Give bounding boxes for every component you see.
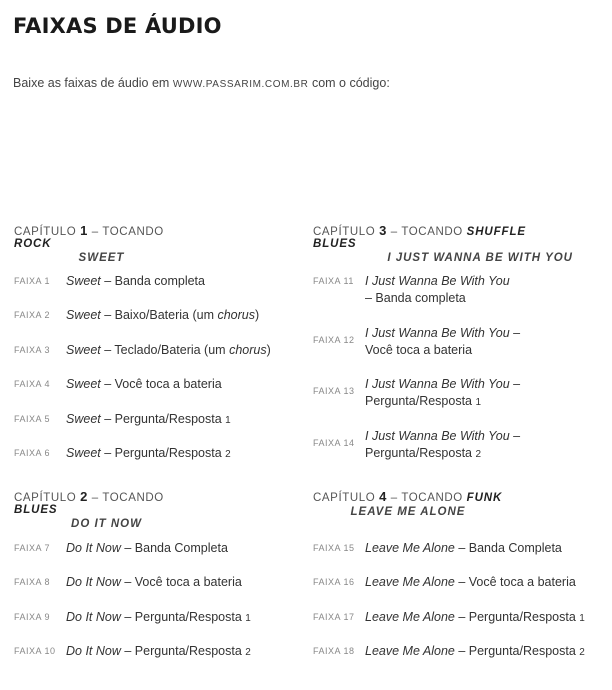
track-song: Do It Now bbox=[66, 541, 121, 555]
chapter-label: CAPÍTULO bbox=[313, 226, 376, 238]
track-desc: – Banda Completa bbox=[454, 541, 562, 555]
chapter-playing: TOCANDO bbox=[401, 226, 463, 238]
chapter-song: I JUST WANNA BE WITH YOU bbox=[387, 252, 573, 264]
track-song: Sweet bbox=[66, 343, 101, 357]
track-desc: – bbox=[509, 377, 521, 391]
track-desc: – Você toca a bateria bbox=[120, 575, 242, 589]
track-label: FAIXA 2 bbox=[14, 310, 51, 320]
track-number-suffix: 2 bbox=[475, 449, 482, 460]
track-desc: – Pergunta/Resposta bbox=[454, 644, 580, 658]
intro-text bbox=[13, 76, 390, 90]
track-desc: – Pergunta/Resposta bbox=[120, 644, 246, 658]
chapter-number: 1 bbox=[80, 223, 88, 238]
chapter-number: 2 bbox=[80, 489, 88, 504]
chapter-dash: – bbox=[390, 492, 398, 504]
track-label: FAIXA 10 bbox=[14, 646, 56, 656]
track-desc: – Teclado/Bateria (um bbox=[100, 343, 230, 357]
track-number-suffix: 1 bbox=[225, 415, 231, 426]
chapter-1-header bbox=[14, 223, 189, 264]
track-desc: – Pergunta/Resposta bbox=[120, 610, 246, 624]
track-desc: – bbox=[509, 326, 521, 340]
track-label: FAIXA 11 bbox=[313, 276, 354, 286]
track-label: FAIXA 18 bbox=[313, 646, 355, 656]
track-label: FAIXA 4 bbox=[14, 379, 51, 389]
chapter-song: LEAVE ME ALONE bbox=[350, 506, 466, 518]
chapter-label: CAPÍTULO bbox=[14, 492, 77, 504]
track-song: Sweet bbox=[66, 274, 101, 288]
track-song: I Just Wanna Be With You bbox=[365, 274, 510, 288]
track-label: FAIXA 17 bbox=[313, 612, 355, 622]
track-song: I Just Wanna Be With You bbox=[365, 377, 510, 391]
chapter-dash: – bbox=[390, 226, 398, 238]
chapter-genre: FUNK bbox=[466, 492, 503, 504]
track-song: Leave Me Alone bbox=[365, 610, 455, 624]
chapter-dash: – bbox=[91, 226, 99, 238]
track-desc: – Banda Completa bbox=[120, 541, 228, 555]
track-label: FAIXA 12 bbox=[313, 335, 355, 345]
track-song: Sweet bbox=[66, 446, 101, 460]
track-label: FAIXA 7 bbox=[14, 543, 51, 553]
chapter-dash: – bbox=[91, 492, 99, 504]
track-label: FAIXA 14 bbox=[313, 438, 355, 448]
track-song: I Just Wanna Be With You bbox=[365, 429, 510, 443]
track-desc: – Você toca a bateria bbox=[100, 377, 222, 391]
page-title: FAIXAS DE ÁUDIO bbox=[13, 14, 222, 38]
track-label: FAIXA 8 bbox=[14, 577, 51, 587]
track-desc: – Banda completa bbox=[100, 274, 205, 288]
track-song: Do It Now bbox=[66, 610, 121, 624]
track-label: FAIXA 5 bbox=[14, 414, 51, 424]
track-label: FAIXA 6 bbox=[14, 448, 51, 458]
track-song: Sweet bbox=[66, 377, 101, 391]
track-desc: – Você toca a bateria bbox=[454, 575, 576, 589]
chapter-label: CAPÍTULO bbox=[14, 226, 77, 238]
website-link[interactable]: WWW.PASSARIM.COM.BR bbox=[172, 79, 309, 90]
track-desc: – Pergunta/Resposta bbox=[100, 446, 226, 460]
track-number-suffix: 2 bbox=[225, 449, 231, 460]
track-song: Sweet bbox=[66, 308, 101, 322]
intro-suffix: com o código: bbox=[308, 76, 390, 90]
track-song: Leave Me Alone bbox=[365, 644, 455, 658]
chapter-song: DO IT NOW bbox=[71, 518, 142, 530]
track-label: FAIXA 9 bbox=[14, 612, 51, 622]
chapter-song: SWEET bbox=[78, 252, 125, 264]
track-desc-line2: Você toca a bateria bbox=[365, 343, 473, 357]
track-song: Do It Now bbox=[66, 575, 121, 589]
chapter-playing: TOCANDO bbox=[102, 492, 164, 504]
track-desc-italic: chorus bbox=[217, 308, 255, 322]
chapter-4-header bbox=[313, 489, 503, 518]
chapter-3-header bbox=[313, 223, 573, 264]
track-number-suffix: 1 bbox=[475, 397, 482, 408]
track-desc: – Baixo/Bateria (um bbox=[100, 308, 218, 322]
track-desc: – bbox=[509, 429, 521, 443]
intro-prefix: Baixe as faixas de áudio em bbox=[13, 76, 173, 90]
chapter-playing: TOCANDO bbox=[102, 226, 164, 238]
chapter-number: 4 bbox=[379, 489, 387, 504]
chapter-genre: SHUFFLE BLUES bbox=[313, 226, 526, 250]
chapter-number: 3 bbox=[379, 223, 387, 238]
chapter-playing: TOCANDO bbox=[401, 492, 463, 504]
track-number-suffix: 1 bbox=[579, 613, 585, 624]
track-desc-line2: – Banda completa bbox=[365, 291, 466, 305]
chapter-label: CAPÍTULO bbox=[313, 492, 376, 504]
chapter-genre: BLUES bbox=[14, 504, 58, 516]
chapter-2-header bbox=[14, 489, 199, 530]
track-desc: – Pergunta/Resposta bbox=[100, 412, 226, 426]
chapter-genre: ROCK bbox=[14, 238, 52, 250]
track-desc-line2: Pergunta/Resposta bbox=[365, 394, 476, 408]
track-desc: – Pergunta/Resposta bbox=[454, 610, 580, 624]
track-song: Do It Now bbox=[66, 644, 121, 658]
track-number-suffix: 1 bbox=[245, 613, 251, 624]
track-song: Sweet bbox=[66, 412, 101, 426]
track-desc-end: ) bbox=[266, 343, 271, 357]
track-label: FAIXA 16 bbox=[313, 577, 355, 587]
track-desc-italic: chorus bbox=[229, 343, 267, 357]
track-label: FAIXA 1 bbox=[14, 276, 51, 286]
track-label: FAIXA 13 bbox=[313, 386, 355, 396]
track-song: Leave Me Alone bbox=[365, 575, 455, 589]
track-number-suffix: 2 bbox=[579, 647, 585, 658]
track-desc-line2: Pergunta/Resposta bbox=[365, 446, 476, 460]
track-label: FAIXA 3 bbox=[14, 345, 51, 355]
track-label: FAIXA 15 bbox=[313, 543, 355, 553]
track-song: I Just Wanna Be With You bbox=[365, 326, 510, 340]
track-song: Leave Me Alone bbox=[365, 541, 455, 555]
track-desc-end: ) bbox=[255, 308, 260, 322]
track-number-suffix: 2 bbox=[245, 647, 251, 658]
